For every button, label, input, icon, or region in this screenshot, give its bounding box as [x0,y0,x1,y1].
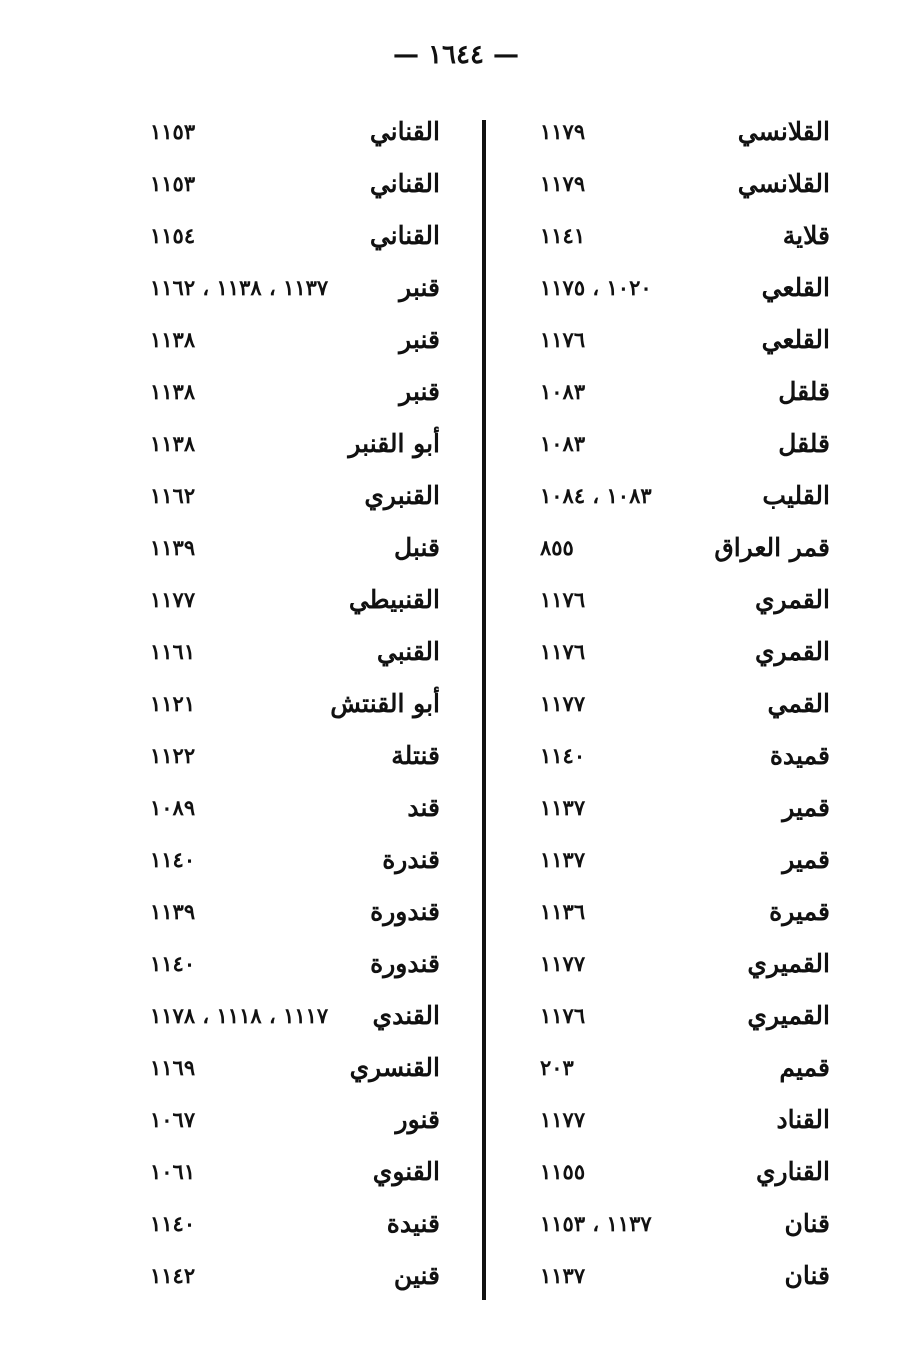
entry-page-refs: ١١٧٧ [540,690,586,716]
entry-page-refs: ١١٢١ [150,690,196,716]
index-entry [540,316,830,362]
entry-name: القناني [369,220,440,250]
index-entry [150,1252,440,1298]
entry-page-refs: ١١٤٢ [150,1262,196,1288]
entry-page-refs: ١١٣٧ ، ١١٣٨ ، ١١٦٢ [150,274,329,300]
entry-page-refs: ١١١٧ ، ١١١٨ ، ١١٧٨ [150,1002,329,1028]
entry-name: قنبر [399,376,440,406]
index-entry [540,1096,830,1142]
index-entry [150,940,440,986]
entry-page-refs: ١١٤٠ [540,742,586,768]
entry-page-refs: ١١٧٦ [540,586,586,612]
entry-name: القنبي [376,636,440,666]
entry-page-refs: ١١٢٢ [150,742,196,768]
index-entry [540,732,830,778]
entry-name: أبو القنبر [348,428,440,458]
index-entry [540,472,830,518]
column-divider [482,120,486,1300]
entry-name: القليب [762,480,830,510]
entry-page-refs: ١٠٨٣ ، ١٠٨٤ [540,482,652,508]
index-entry [540,680,830,726]
entry-page-refs: ١١٣٨ [150,378,196,404]
entry-name: القميري [747,1000,830,1030]
index-entry [540,368,830,414]
entry-name: قندرة [382,844,440,874]
entry-name: قنور [395,1104,440,1134]
entry-page-refs: ١١٧٧ [150,586,196,612]
index-entry [150,524,440,570]
entry-page-refs: ١١٤٠ [150,846,196,872]
entry-page-refs: ١١٣٦ [540,898,586,924]
entry-name: قلاية [782,220,830,250]
entry-page-refs: ١١٦١ [150,638,196,664]
entry-page-refs: ١١٣٧ ، ١١٥٣ [540,1210,652,1236]
index-entry [150,576,440,622]
entry-name: القنوي [372,1156,440,1186]
index-column-right [540,108,830,1298]
entry-page-refs: ١١٧٦ [540,1002,586,1028]
index-entry [540,576,830,622]
entry-name: قميرة [769,896,830,926]
index-entry [150,628,440,674]
entry-page-refs: ١٠٦١ [150,1158,196,1184]
entry-page-refs: ١١٥٤ [150,222,196,248]
index-entry [150,1096,440,1142]
entry-name: القلعي [761,324,830,354]
entry-name: قنان [784,1208,830,1238]
entry-name: القمري [754,584,830,614]
entry-name: القناد [776,1104,830,1134]
entry-name: القلانسي [737,116,830,146]
entry-page-refs: ١١٣٨ [150,326,196,352]
entry-name: قميم [779,1052,830,1082]
entry-page-refs: ١٠٨٩ [150,794,196,820]
entry-page-refs: ١١٤٠ [150,1210,196,1236]
index-entry [150,264,440,310]
entry-name: القمي [767,688,830,718]
entry-name: قلقل [778,428,830,458]
entry-name: القنبيطي [348,584,440,614]
entry-page-refs: ١١٧٦ [540,638,586,664]
entry-name: قنتلة [391,740,440,770]
entry-name: قمر العراق [714,532,830,562]
page-number: — ١٦٤٤ — [393,40,519,70]
entry-page-refs: ١١٤١ [540,222,586,248]
entry-name: قنيدة [386,1208,440,1238]
entry-page-refs: ١١٣٧ [540,794,586,820]
entry-page-refs: ١١٥٥ [540,1158,586,1184]
index-entry [150,368,440,414]
entry-name: أبو القنتش [330,688,440,718]
entry-name: القمري [754,636,830,666]
entry-name: قميدة [769,740,830,770]
entry-page-refs: ١١٧٧ [540,1106,586,1132]
index-entry [540,1252,830,1298]
entry-page-refs: ١١٧٧ [540,950,586,976]
entry-name: قندورة [370,948,440,978]
index-entry [150,1148,440,1194]
index-column-left [150,108,440,1298]
entry-page-refs: ٨٥٥ [540,534,574,560]
index-entry [150,680,440,726]
entry-name: القلانسي [737,168,830,198]
index-entry [540,1044,830,1090]
index-entry [540,992,830,1038]
index-entry [540,1148,830,1194]
entry-page-refs: ١١٣٧ [540,846,586,872]
entry-name: القناني [369,168,440,198]
index-entry [150,472,440,518]
entry-name: قنبل [394,532,440,562]
entry-page-refs: ١١٣٨ [150,430,196,456]
index-entry [150,160,440,206]
entry-name: القنسري [349,1052,440,1082]
entry-name: قند [407,792,440,822]
entry-page-refs: ٢٠٣ [540,1054,574,1080]
entry-page-refs: ١١٣٩ [150,534,196,560]
index-entry [540,264,830,310]
entry-page-refs: ١٠٨٣ [540,430,586,456]
index-entry [540,784,830,830]
index-entry [540,212,830,258]
index-entry [150,784,440,830]
entry-page-refs: ١٠٦٧ [150,1106,196,1132]
entry-page-refs: ١١٧٩ [540,118,586,144]
index-entry [150,316,440,362]
index-entry [150,732,440,778]
entry-page-refs: ١١٧٩ [540,170,586,196]
entry-page-refs: ١١٥٣ [150,170,196,196]
index-entry [540,836,830,882]
entry-name: قمير [782,844,830,874]
entry-name: قندورة [370,896,440,926]
index-entry [540,940,830,986]
entry-name: قنبر [399,272,440,302]
index-entry [540,888,830,934]
index-entry [150,1044,440,1090]
entry-name: القميري [747,948,830,978]
index-entry [150,992,440,1038]
index-entry [150,108,440,154]
entry-name: قلقل [778,376,830,406]
index-entry [150,1200,440,1246]
entry-page-refs: ١٠٢٠ ، ١١٧٥ [540,274,652,300]
entry-name: القندي [372,1000,440,1030]
entry-page-refs: ١١٦٩ [150,1054,196,1080]
index-entry [150,420,440,466]
entry-page-refs: ١٠٨٣ [540,378,586,404]
entry-name: القنبري [364,480,440,510]
entry-page-refs: ١١٣٩ [150,898,196,924]
entry-page-refs: ١١٥٣ [150,118,196,144]
index-entry [540,108,830,154]
entry-name: القناني [369,116,440,146]
index-entry [150,212,440,258]
index-entry [540,1200,830,1246]
entry-name: قنان [784,1260,830,1290]
entry-name: القلعي [761,272,830,302]
index-entry [540,160,830,206]
entry-page-refs: ١١٣٧ [540,1262,586,1288]
entry-name: القناري [755,1156,830,1186]
entry-name: قنين [393,1260,440,1290]
index-entry [150,888,440,934]
index-entry [540,420,830,466]
index-entry [540,628,830,674]
entry-name: قمير [782,792,830,822]
entry-page-refs: ١١٧٦ [540,326,586,352]
entry-page-refs: ١١٤٠ [150,950,196,976]
entry-page-refs: ١١٦٢ [150,482,196,508]
index-entry [540,524,830,570]
index-entry [150,836,440,882]
entry-name: قنبر [399,324,440,354]
